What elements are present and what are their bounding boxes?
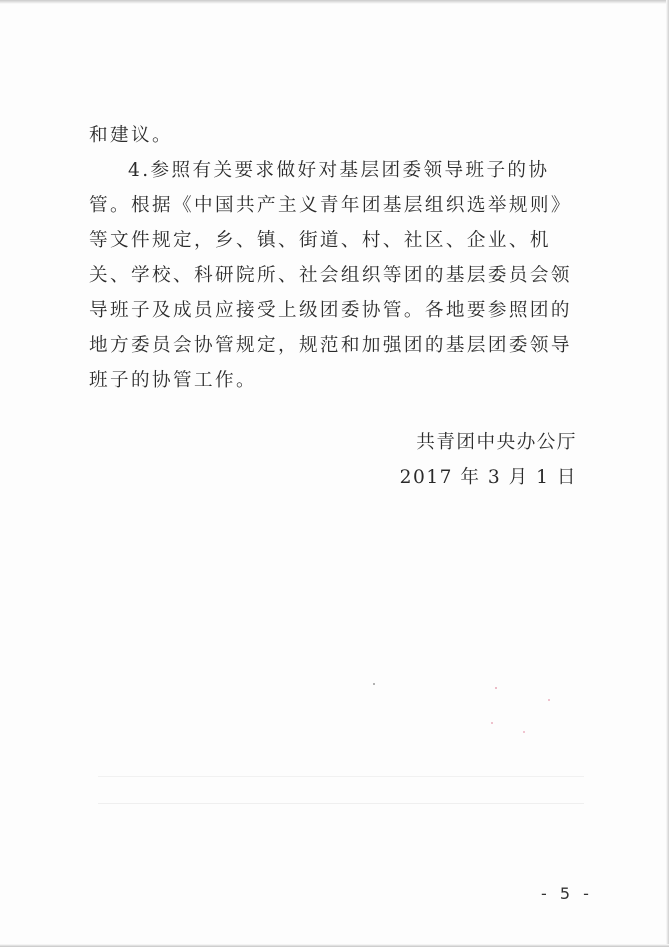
scan-speck: [523, 731, 525, 733]
page-number: - 5 -: [541, 884, 593, 903]
issuer-name: 共青团中央办公厅: [416, 432, 577, 453]
paragraph-4: 4.参照有关要求做好对基层团委领导班子的协管。根据《中国共产主义青年团基层组织选举规则》等文件规定，乡、镇、街道、村、社区、企业、机关、学校、科研院所、社会组织等团的基层委员会领导班子及成员应接受上级团委协管。各地要参照团的地方委员会协管规定，规范和加强团的基层团委领导班子的协管工作。: [89, 160, 572, 391]
footer-bleed-through: [98, 776, 584, 804]
document-body: [89, 118, 585, 398]
scan-edge-top: [0, 0, 669, 4]
scan-speck: [373, 683, 375, 685]
issue-date: 2017 年 3 月 1 日: [399, 467, 577, 488]
scan-speck: [491, 722, 493, 724]
signature-block: [400, 425, 577, 495]
paragraph-continuation: 和建议。: [89, 125, 173, 146]
scan-speck: [548, 699, 550, 701]
scan-speck: [495, 687, 497, 689]
